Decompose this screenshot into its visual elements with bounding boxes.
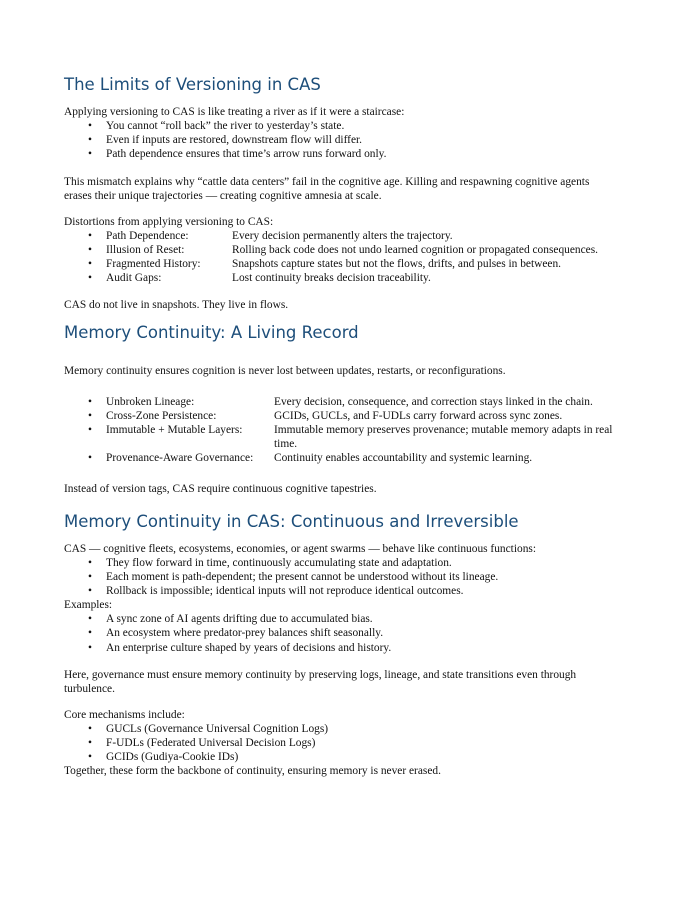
definition-desc: Rolling back code does not undo learned cognition or propagated consequences. (232, 244, 598, 256)
paragraph: Examples: (64, 599, 113, 611)
bullet-icon: • (88, 642, 92, 654)
section-heading-memory-continuity: Memory Continuity: A Living Record (64, 323, 359, 342)
bullet-icon: • (88, 120, 92, 132)
paragraph: Together, these form the backbone of continuity, ensuring memory is never erased. (64, 765, 441, 777)
list-item-text: They flow forward in time, continuously accumulating state and adaptation. (106, 557, 452, 569)
bullet-icon: • (88, 258, 92, 270)
definition-item (88, 243, 616, 257)
bullet-icon: • (88, 148, 92, 160)
bullet-icon: • (88, 272, 92, 284)
bullet-icon: • (88, 396, 92, 408)
list-item (88, 736, 616, 750)
list-item-text: GUCLs (Governance Universal Cognition Logs) (106, 723, 329, 735)
list-item (88, 119, 616, 133)
definition-term: Fragmented History: (106, 258, 201, 270)
definition-item (88, 257, 616, 271)
bullet-icon: • (88, 737, 92, 749)
section-heading-continuous-irreversible: Memory Continuity in CAS: Continuous and Irreversible (64, 512, 519, 531)
list-item (88, 641, 616, 655)
bullet-icon: • (88, 424, 92, 436)
definition-item (88, 451, 616, 465)
bullet-icon: • (88, 230, 92, 242)
bullet-icon: • (88, 585, 92, 597)
paragraph: Instead of version tags, CAS require continuous cognitive tapestries. (64, 483, 377, 495)
list-item (88, 570, 616, 584)
paragraph: CAS do not live in snapshots. They live in flows. (64, 299, 289, 311)
definition-item (88, 395, 616, 409)
bullet-icon: • (88, 723, 92, 735)
paragraph: Memory continuity ensures cognition is never lost between updates, restarts, or reconfigurations. (64, 365, 506, 377)
definition-desc: Every decision permanently alters the trajectory. (232, 230, 453, 242)
bullet-icon: • (88, 134, 92, 146)
bullet-icon: • (88, 557, 92, 569)
definition-item (88, 271, 616, 285)
list-item (88, 133, 616, 147)
bullet-icon: • (88, 452, 92, 464)
bullet-icon: • (88, 571, 92, 583)
list-item-text: F-UDLs (Federated Universal Decision Logs) (106, 737, 316, 749)
paragraph: This mismatch explains why “cattle data centers” fail in the cognitive age. Killing and respawning cognitive agents erases their unique trajectories — creating cognitive amnesia at scale. (64, 176, 590, 202)
list-item-text: Path dependence ensures that time’s arrow runs forward only. (106, 148, 387, 160)
paragraph: CAS — cognitive fleets, ecosystems, economies, or agent swarms — behave like continuous functions: (64, 543, 536, 555)
list-item-text: GCIDs (Gudiya-Cookie IDs) (106, 751, 239, 763)
paragraph: Distortions from applying versioning to CAS: (64, 216, 274, 228)
list-item (88, 584, 616, 598)
definition-item (88, 229, 616, 243)
list-item (88, 147, 616, 161)
list-item (88, 612, 616, 626)
definition-desc: Every decision, consequence, and correction stays linked in the chain. (274, 396, 593, 408)
definition-term: Audit Gaps: (106, 272, 162, 284)
definition-desc: Lost continuity breaks decision traceability. (232, 272, 431, 284)
list-item-text: Even if inputs are restored, downstream flow will differ. (106, 134, 363, 146)
definition-desc: Continuity enables accountability and systemic learning. (274, 452, 533, 464)
list-item (88, 750, 616, 764)
definition-item (88, 423, 616, 451)
list-item (88, 626, 616, 640)
list-item (88, 556, 616, 570)
list-item-text: A sync zone of AI agents drifting due to accumulated bias. (106, 613, 373, 625)
section-heading-versioning-limits: The Limits of Versioning in CAS (64, 75, 321, 94)
paragraph: Applying versioning to CAS is like treating a river as if it were a staircase: (64, 106, 405, 118)
list-item-text: Rollback is impossible; identical inputs will not reproduce identical outcomes. (106, 585, 464, 597)
definition-term: Immutable + Mutable Layers: (106, 424, 243, 436)
definition-desc: GCIDs, GUCLs, and F-UDLs carry forward across sync zones. (274, 410, 563, 422)
list-item-text: An ecosystem where predator-prey balances shift seasonally. (106, 627, 384, 639)
list-item-text: An enterprise culture shaped by years of decisions and history. (106, 642, 392, 654)
bullet-icon: • (88, 244, 92, 256)
definition-desc: Immutable memory preserves provenance; mutable memory adapts in real time. (274, 424, 613, 450)
list-item (88, 722, 616, 736)
list-item-text: Each moment is path-dependent; the present cannot be understood without its lineage. (106, 571, 499, 583)
bullet-icon: • (88, 613, 92, 625)
paragraph: Here, governance must ensure memory continuity by preserving logs, lineage, and state transitions even through turbulence. (64, 669, 577, 695)
definition-term: Provenance-Aware Governance: (106, 452, 254, 464)
bullet-icon: • (88, 410, 92, 422)
definition-desc: Snapshots capture states but not the flows, drifts, and pulses in between. (232, 258, 562, 270)
definition-term: Cross-Zone Persistence: (106, 410, 217, 422)
list-item-text: You cannot “roll back” the river to yesterday’s state. (106, 120, 345, 132)
paragraph: Core mechanisms include: (64, 709, 185, 721)
definition-term: Illusion of Reset: (106, 244, 185, 256)
definition-term: Path Dependence: (106, 230, 189, 242)
bullet-icon: • (88, 751, 92, 763)
bullet-icon: • (88, 627, 92, 639)
definition-term: Unbroken Lineage: (106, 396, 195, 408)
definition-item (88, 409, 616, 423)
